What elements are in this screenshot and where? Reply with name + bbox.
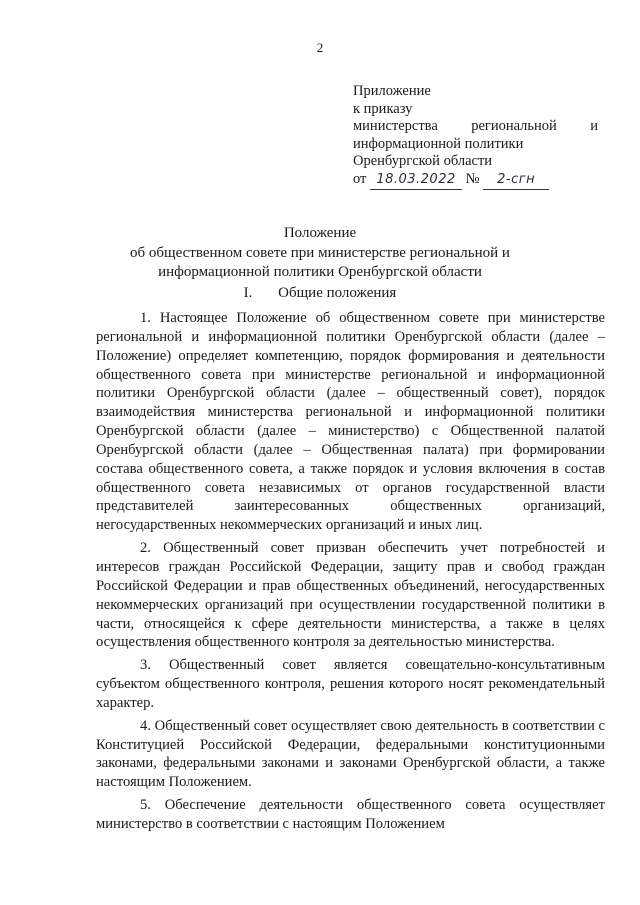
appendix-line-3: министерства региональной и [353, 118, 598, 135]
document-body [96, 309, 605, 838]
paragraph-3: 3. Общественный совет является совещательно-консультативным субъектом общественного контроля, решения которого носят рекомендательный характер. [96, 657, 605, 711]
paragraph-1: 1. Настоящее Положение об общественном совете при министерстве региональной и информационной политики Оренбургской области (далее – Положение) определяет компетенцию, порядок формирования и деятельности общественного совета при министерстве региональной и информационной политики Оренбургской области (далее – общественный совет), порядок взаимодействия министерства региональной и информационной политики Оренбургской области (далее – министерство) с Общественной палатой Оренбургской области (далее – Общественная палата) при формировании состава общественного совета, а также порядок и условия включения в состав общественного совета независимых от органов государственной власти представителей заинтересованных общественных организаций, негосударственных некоммерческих организаций и иных лиц. [96, 310, 605, 534]
document-title [90, 224, 550, 283]
appendix-line-4: информационной политики [353, 135, 524, 152]
title-line-3: информационной политики Оренбургской области [158, 264, 482, 280]
title-line-2: об общественном совете при министерстве региональной и [130, 244, 510, 261]
appendix-block [353, 83, 598, 191]
order-reference [353, 171, 598, 191]
order-number-handwritten: 2-сгн [483, 171, 549, 190]
section-number: I. [243, 285, 253, 301]
paragraph-5: 5. Обеспечение деятельности общественного совета осуществляет министерство в соответствии с настоящим Положением [96, 797, 605, 832]
section-heading [90, 285, 550, 302]
order-number-label: № [465, 170, 480, 187]
paragraph-2: 2. Общественный совет призван обеспечить учет потребностей и интересов граждан Российской Федерации, защиту прав и свобод граждан Российской Федерации и прав общественных объединений, негосударственных некоммерческих организаций при осуществлении государственной политики в части, относящейся к сфере деятельности министерства, а также в целях осуществления общественного контроля за деятельностью министерства. [96, 540, 605, 651]
appendix-line-2: к приказу [353, 100, 413, 117]
appendix-line-1: Приложение [353, 83, 431, 99]
order-date-handwritten: 18.03.2022 [370, 171, 462, 190]
paragraph-4: 4. Общественный совет осуществляет свою деятельность в соответствии с Конституцией Российской Федерации, федеральными конституционными законами, федеральными законами и законами Оренбургской области, а также настоящим Положением. [96, 717, 605, 791]
page-number: 2 [316, 40, 324, 55]
title-line-1: Положение [283, 225, 357, 241]
appendix-line-5: Оренбургской области [353, 153, 493, 170]
order-prefix: от [353, 170, 367, 187]
section-title: Общие положения [278, 285, 397, 301]
